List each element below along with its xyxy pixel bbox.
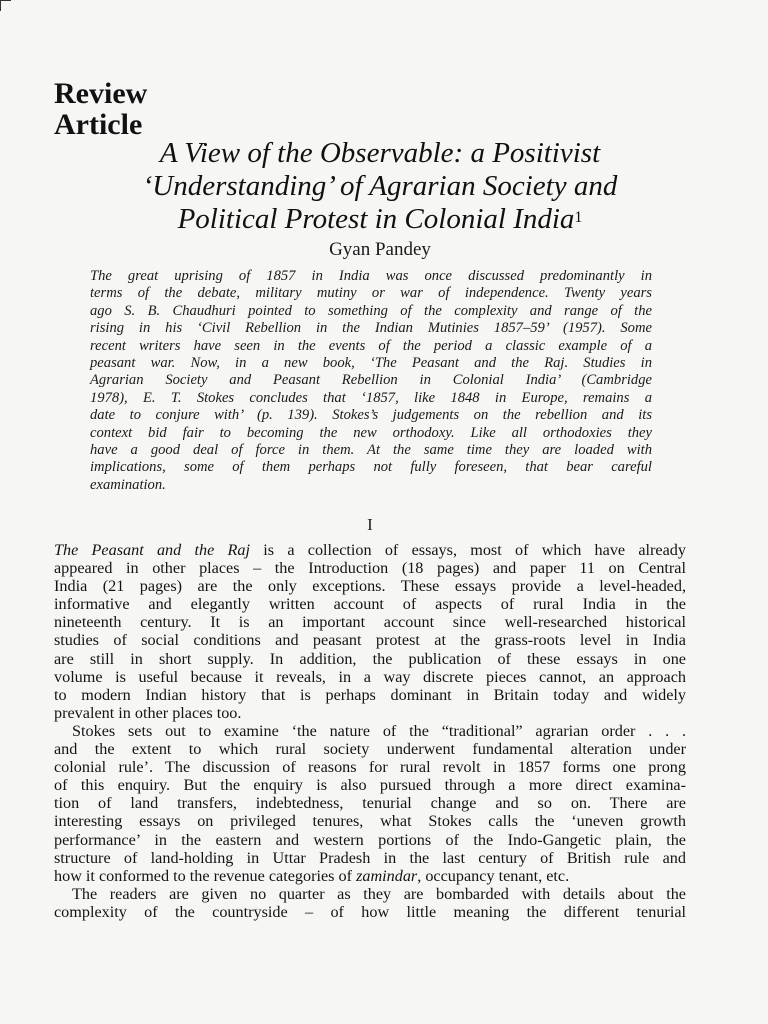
abstract-line: The great uprising of 1857 in India was once discussed predominantly in xyxy=(90,268,652,284)
abstract-line: examination. xyxy=(90,476,166,493)
body-line-text: appeared in other places – the Introduction (18 pages) and paper 11 on Central xyxy=(54,559,686,578)
body-line-text: , occupancy tenant, etc. xyxy=(417,866,570,885)
body-line-text: to modern Indian history that is perhaps dominant in Britain today and widely xyxy=(54,685,686,704)
abstract-line: context bid fair to becoming the new orthodoxy. Like all orthodoxies they xyxy=(90,424,652,441)
body-line-text: The readers are given no quarter as they are bombarded with details about the xyxy=(72,884,686,903)
body-line xyxy=(54,577,686,595)
abstract xyxy=(90,268,652,494)
section-label-line-2: Article xyxy=(54,108,143,141)
body-line-text: structure of land-holding in Uttar Pradesh in the last century of British rule and xyxy=(54,848,686,867)
body-line xyxy=(54,812,686,830)
body-line-text: how it conformed to the revenue categories of xyxy=(54,866,357,885)
body-line xyxy=(54,631,686,649)
body-line xyxy=(54,740,686,758)
title-footnote-marker: 1 xyxy=(574,209,583,226)
title-line-1: A View of the Observable: a Positivist xyxy=(159,137,601,169)
body-line-text: prevalent in other places too. xyxy=(54,703,242,722)
body-line xyxy=(54,541,686,559)
section-label xyxy=(54,78,147,140)
body-line xyxy=(54,849,686,867)
body-line-text: India (21 pages) are the only exceptions. These essays provide a level-headed, xyxy=(54,577,686,596)
body-line xyxy=(54,794,686,812)
abstract-line: 1978), E. T. Stokes concludes that ‘1857, like 1848 in Europe, remains a xyxy=(90,389,652,406)
body-line-text: are still in short supply. In addition, the publication of these essays in one xyxy=(54,649,686,668)
abstract-line: recent writers have seen in the events of the period a classic example of a xyxy=(90,337,652,354)
body-line-text: volume is useful because it reveals, in a way discrete pieces cannot, an approach xyxy=(54,667,686,686)
body-line xyxy=(54,867,686,885)
body-line-text: is a collection of essays, most of which have already xyxy=(250,541,686,559)
body-line xyxy=(54,613,686,631)
body-line xyxy=(54,758,686,776)
body-line-text: and the extent to which rural society underwent fundamental alteration under xyxy=(54,740,686,759)
abstract-line: rising in his ‘Civil Rebellion in the Indian Mutinies 1857–59’ (1957). Some xyxy=(90,320,652,337)
body-line-text: complexity of the countryside – of how little meaning the different tenurial xyxy=(54,902,686,921)
body-line-text: colonial rule’. The discussion of reasons for rural revolt in 1857 forms one prong xyxy=(54,758,686,777)
section-number: I xyxy=(367,515,373,534)
article-title xyxy=(70,137,690,236)
scan-corner-mark xyxy=(0,0,11,11)
body-line xyxy=(54,559,686,577)
body-line xyxy=(54,885,686,903)
body-line-text: interesting essays on privileged tenures, what Stokes calls the ‘uneven growth xyxy=(54,812,686,831)
title-line-3 xyxy=(70,203,690,236)
abstract-line: implications, some of them perhaps not fully foreseen, that bear careful xyxy=(90,459,652,476)
body-line-text: studies of social conditions and peasant protest at the grass-roots level in India xyxy=(54,631,686,650)
body-line xyxy=(54,686,686,704)
italic-term: zamindar xyxy=(356,866,418,885)
abstract-line: have a good deal of force in them. At the same time they are loaded with xyxy=(90,442,652,459)
body-line-text: performance’ in the eastern and western portions of the Indo-Gangetic plain, the xyxy=(54,830,686,849)
title-line-3-text: Political Protest in Colonial India xyxy=(177,203,575,235)
body-line xyxy=(54,650,686,668)
italic-term: The Peasant and the Raj xyxy=(54,541,250,559)
body-line xyxy=(54,722,686,740)
body-line-text: informative and elegantly written account of aspects of rural India in the xyxy=(54,595,686,614)
body-line xyxy=(54,831,686,849)
body-line-text: Stokes sets out to examine ‘the nature of the “traditional” agrarian order . . . xyxy=(72,721,686,740)
abstract-line: date to conjure with’ (p. 139). Stokes’s judgements on the rebellion and its xyxy=(90,407,652,424)
body-line-text: nineteenth century. It is an important account since well-researched historical xyxy=(54,613,686,632)
body-line xyxy=(54,903,686,921)
body-text xyxy=(54,541,686,921)
section-label-line-1: Review xyxy=(54,77,148,110)
body-line xyxy=(54,704,686,722)
author-name: Gyan Pandey xyxy=(329,239,431,260)
title-line-2: ‘Understanding’ of Agrarian Society and xyxy=(142,170,618,202)
body-line-text: of this enquiry. But the enquiry is also pursued through a more direct examina- xyxy=(54,776,686,795)
abstract-line: Agrarian Society and Peasant Rebellion in Colonial India’ (Cambridge xyxy=(90,372,652,389)
abstract-line: terms of the debate, military mutiny or war of independence. Twenty years xyxy=(90,285,652,302)
body-line-text: tion of land transfers, indebtedness, tenurial change and so on. There are xyxy=(54,794,686,813)
abstract-line: peasant war. Now, in a new book, ‘The Peasant and the Raj. Studies in xyxy=(90,355,652,372)
abstract-line: ago S. B. Chaudhuri pointed to something of the complexity and range of the xyxy=(90,302,652,319)
body-line xyxy=(54,595,686,613)
body-line xyxy=(54,668,686,686)
body-line xyxy=(54,776,686,794)
